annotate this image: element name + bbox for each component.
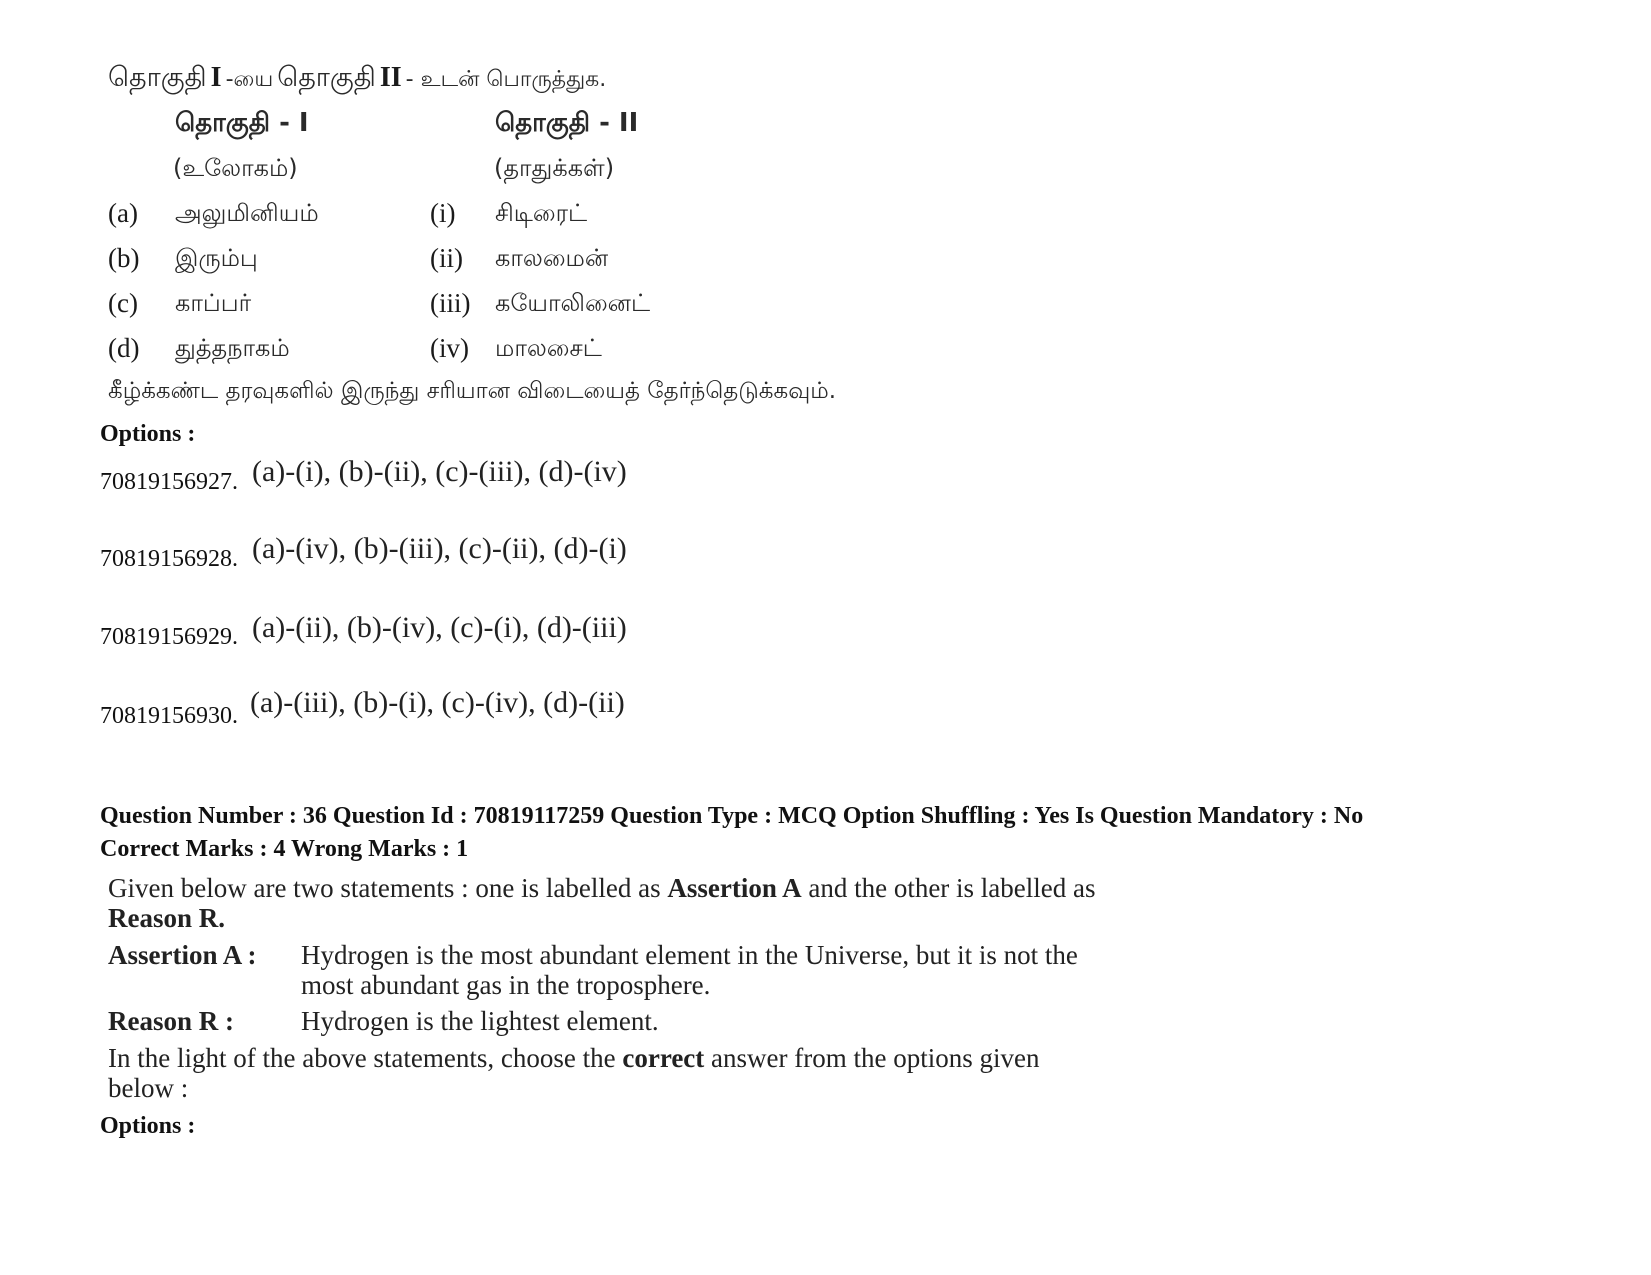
option-id: 70819156927. xyxy=(100,469,238,495)
ore-name: மாலசைட் xyxy=(495,334,602,362)
light-text-3: answer from the options given xyxy=(704,1043,1040,1073)
options-label-q36: Options : xyxy=(100,1113,196,1139)
statement-intro xyxy=(108,873,1096,904)
intro-reason-term: Reason R. xyxy=(108,903,226,933)
row-label: (d) xyxy=(108,333,140,363)
option-text: (a)-(ii), (b)-(iv), (c)-(i), (d)-(iii) xyxy=(252,611,627,644)
option-id: 70819156930. xyxy=(100,703,238,729)
match-instruction xyxy=(108,62,606,97)
intro-text-1: Given below are two statements : one is labelled as xyxy=(108,873,668,903)
instruction-part-2: I xyxy=(210,62,222,93)
instruction-part-6: - உடன் பொருத்துக. xyxy=(405,67,607,92)
choose-answer-text xyxy=(108,1043,1039,1074)
metal-name: இரும்பு xyxy=(175,244,258,272)
assertion-text-line-2: most abundant gas in the troposphere. xyxy=(301,970,711,1000)
ore-number: (iii) xyxy=(430,288,471,318)
metal-name: காப்பர் xyxy=(175,289,252,317)
instruction-part-5: II xyxy=(379,62,402,93)
column-2-title: தொகுதி - II xyxy=(495,108,639,138)
option-id: 70819156929. xyxy=(100,624,238,650)
question-meta-line-2: Correct Marks : 4 Wrong Marks : 1 xyxy=(100,836,469,862)
light-text-1: In the light of the above statements, choose the xyxy=(108,1043,623,1073)
assertion-label: Assertion A : xyxy=(108,940,257,970)
option-id: 70819156928. xyxy=(100,546,238,572)
choose-instruction: கீழ்க்கண்ட தரவுகளில் இருந்து சரியான விடையைத் தேர்ந்தெடுக்கவும். xyxy=(108,378,837,404)
column-2-subtitle: (தாதுக்கள்) xyxy=(494,154,615,182)
assertion-text-line-1: Hydrogen is the most abundant element in the Universe, but it is not the xyxy=(301,940,1078,970)
metal-name: துத்தநாகம் xyxy=(175,334,290,362)
intro-text-3: and the other is labelled as xyxy=(801,873,1096,903)
intro-assertion-term: Assertion A xyxy=(667,873,802,903)
choose-answer-text-line-2: below : xyxy=(108,1073,189,1103)
column-1-subtitle: (உலோகம்) xyxy=(173,154,298,182)
instruction-part-3: -யை xyxy=(225,67,274,92)
option-text: (a)-(iv), (b)-(iii), (c)-(ii), (d)-(i) xyxy=(252,532,627,565)
options-label: Options : xyxy=(100,421,196,447)
ore-number: (iv) xyxy=(430,333,469,363)
row-label: (b) xyxy=(108,243,140,273)
ore-name: சிடிரைட் xyxy=(495,199,588,227)
ore-number: (ii) xyxy=(430,243,463,273)
row-label: (c) xyxy=(108,288,138,318)
question-meta-line-1: Question Number : 36 Question Id : 70819117259 Question Type : MCQ Option Shuffling : Yes Is Question Mandatory : No xyxy=(100,803,1364,829)
ore-name: கயோலினைட் xyxy=(495,289,651,317)
ore-number: (i) xyxy=(430,198,456,228)
metal-name: அலுமினியம் xyxy=(175,199,319,227)
instruction-part-1: தொகுதி xyxy=(108,62,207,93)
reason-label: Reason R : xyxy=(108,1006,234,1036)
light-correct-term: correct xyxy=(622,1043,705,1073)
ore-name: காலமைன் xyxy=(495,244,609,272)
column-1-title: தொகுதி - I xyxy=(175,108,309,138)
instruction-part-4: தொகுதி xyxy=(277,62,376,93)
row-label: (a) xyxy=(108,198,138,228)
reason-text: Hydrogen is the lightest element. xyxy=(301,1006,659,1036)
option-text: (a)-(iii), (b)-(i), (c)-(iv), (d)-(ii) xyxy=(250,686,625,719)
option-text: (a)-(i), (b)-(ii), (c)-(iii), (d)-(iv) xyxy=(252,455,627,488)
